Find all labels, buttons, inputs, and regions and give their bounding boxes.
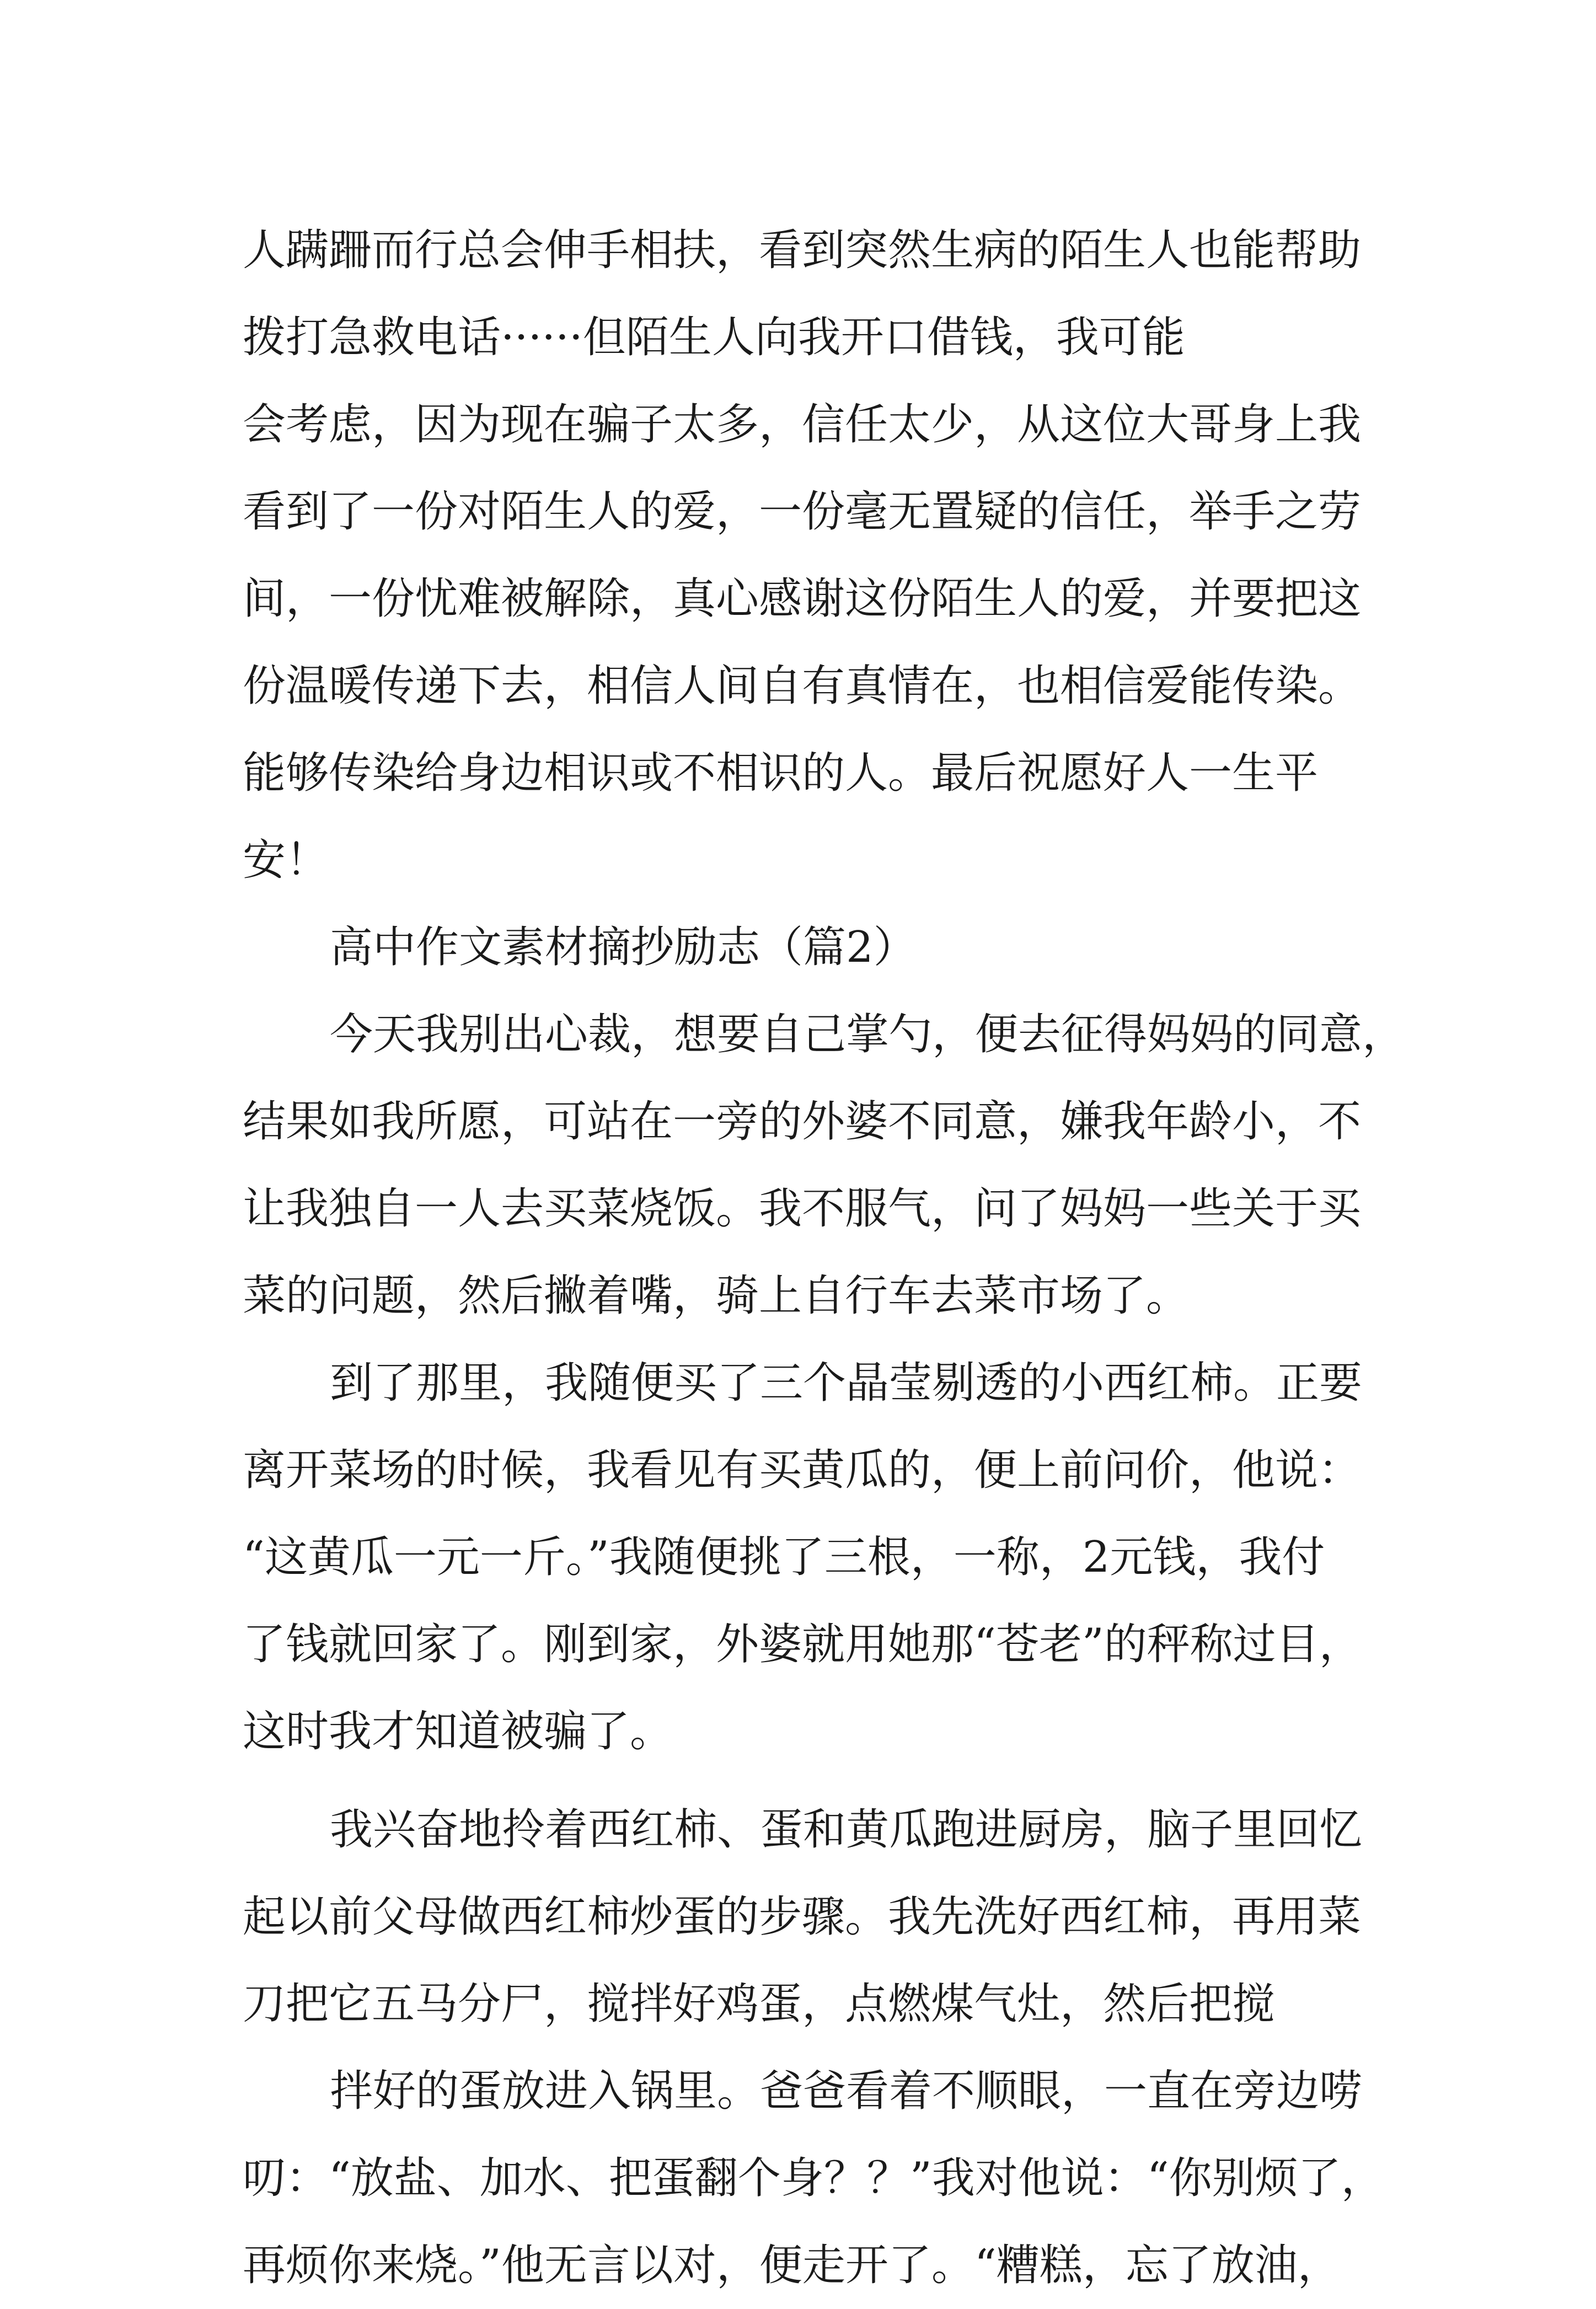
body-line: 再烦你来烧。”他无言以对，便走开了。“糟糕，忘了放油，	[243, 2241, 1341, 2290]
body-line: 了钱就回家了。刚到家，外婆就用她那“苍老”的秤称过目，	[243, 1620, 1362, 1669]
body-line: 看到了一份对陌生人的爱，一份毫无置疑的信任，举手之劳	[243, 487, 1362, 537]
body-line: 我兴奋地拎着西红柿、蛋和黄瓜跑进厨房，脑子里回忆	[330, 1805, 1363, 1855]
body-line: 人蹒跚而行总会伸手相扶，看到突然生病的陌生人也能帮助	[243, 226, 1362, 275]
document-body	[243, 207, 1406, 2309]
body-line: 今天我别出心裁，想要自己掌勺，便去征得妈妈的同意，	[330, 1010, 1406, 1059]
body-line: 能够传染给身边相识或不相识的人。最后祝愿好人一生平	[243, 748, 1319, 798]
body-line: 拨打急救电话······但陌生人向我开口借钱，我可能	[243, 313, 1185, 362]
body-line: 间，一份忧难被解除，真心感谢这份陌生人的爱，并要把这	[243, 574, 1362, 624]
body-line: 拌好的蛋放进入锅里。爸爸看着不顺眼，一直在旁边唠	[330, 2066, 1363, 2116]
body-line: 到了那里，我随便买了三个晶莹剔透的小西红柿。正要	[330, 1358, 1363, 1408]
body-line: “这黄瓜一元一斤。”我随便挑了三根，一称，2元钱，我付	[243, 1533, 1325, 1582]
body-line: 安！	[243, 835, 329, 885]
body-line: 份温暖传递下去，相信人间自有真情在，也相信爱能传染。	[243, 661, 1362, 711]
body-line: 这时我才知道被骗了。	[243, 1707, 673, 1756]
body-line: 起以前父母做西红柿炒蛋的步骤。我先洗好西红柿，再用菜	[243, 1892, 1362, 1942]
body-line: 会考虑，因为现在骗子太多，信任太少，从这位大哥身上我	[243, 400, 1362, 449]
body-line: 菜的问题，然后撇着嘴，骑上自行车去菜市场了。	[243, 1271, 1190, 1321]
body-line: 离开菜场的时候，我看见有买黄瓜的，便上前问价，他说：	[243, 1445, 1362, 1495]
body-line: 结果如我所愿，可站在一旁的外婆不同意，嫌我年龄小，不	[243, 1097, 1362, 1147]
body-line: 叨：“放盐、加水、把蛋翻个身？？”我对他说：“你别烦了，	[243, 2153, 1384, 2203]
body-line: 让我独自一人去买菜烧饭。我不服气，问了妈妈一些关于买	[243, 1184, 1362, 1234]
section-heading: 高中作文素材摘抄励志（篇2）	[330, 923, 917, 972]
body-line: 刀把它五马分尸，搅拌好鸡蛋，点燃煤气灶，然后把搅	[243, 1979, 1276, 2029]
